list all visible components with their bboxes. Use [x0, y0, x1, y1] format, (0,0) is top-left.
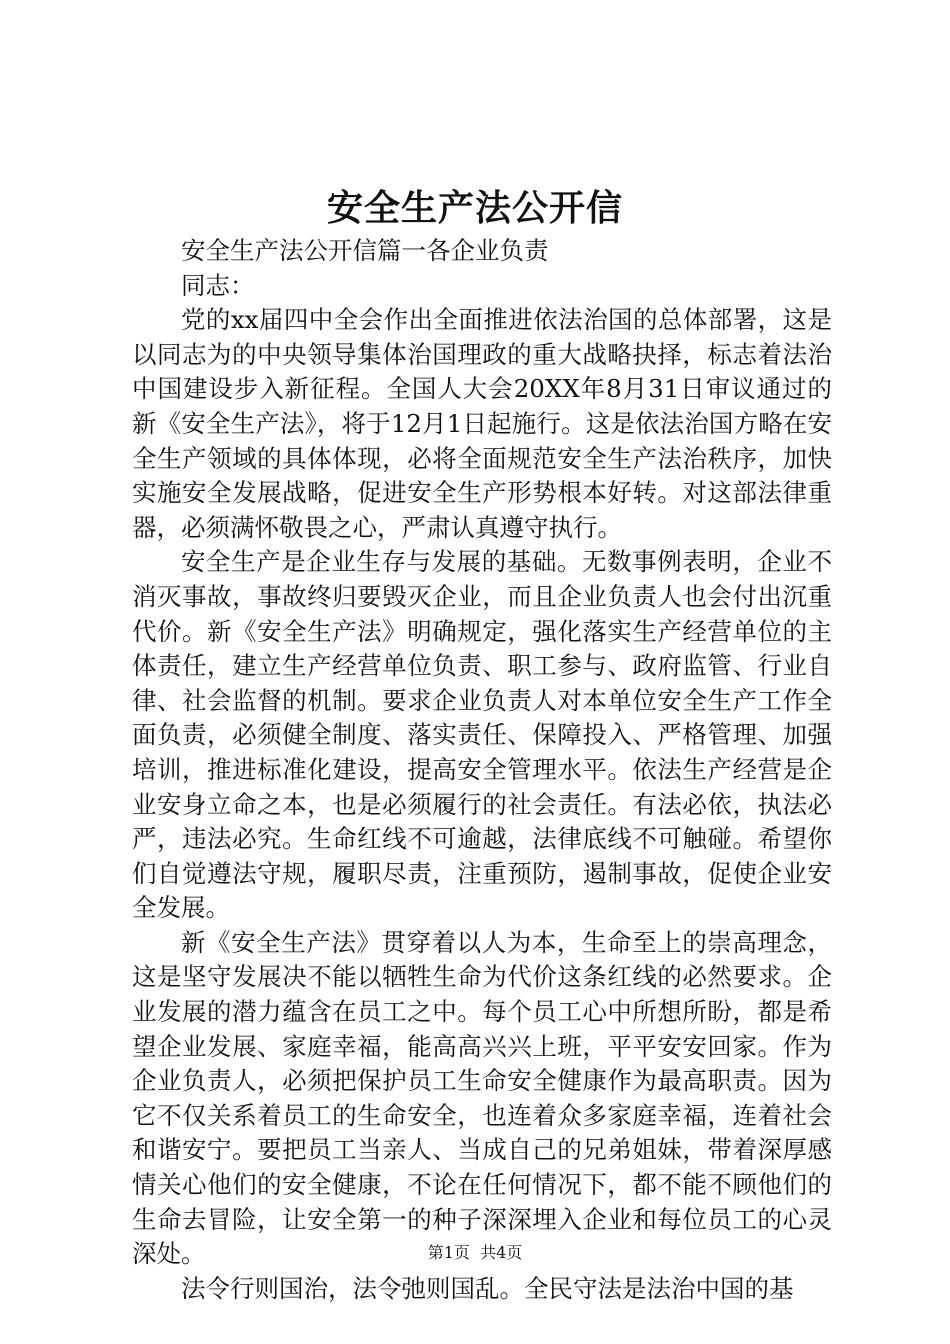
body-paragraph: 法令行则国治，法令弛则国乱。全民守法是法治中国的基	[181, 1273, 794, 1303]
document-body	[132, 234, 832, 1306]
page-number-footer: 第1页 共4页	[427, 1243, 523, 1262]
document-title: 安全生产法公开信	[326, 187, 623, 229]
body-paragraph: 新《安全生产法》贯穿着以人为本，生命至上的崇高理念，这是坚守发展决不能以牺牲生命为代价这条红线的必然要求。企业发展的潜力蕴含在员工之中。每个员工心中所想所盼，都是希望企业发展、家庭幸福，能高高兴兴上班，平平安安回家。作为企业负责人，必须把保护员工生命安全健康作为最高职责。因为它不仅关系着员工的生命安全，也连着众多家庭幸福，连着社会和谐安宁。要把员工当亲人、当成自己的兄弟姐妹，带着深厚感情关心他们的安全健康，不论在任何情况下，都不能不顾他们的生命去冒险，让安全第一的种子深深埋入企业和每位员工的心灵深处。	[132, 927, 832, 1269]
body-paragraph: 安全生产是企业生存与发展的基础。无数事例表明，企业不消灭事故，事故终归要毁灭企业，而且企业负责人也会付出沉重代价。新《安全生产法》明确规定，强化落实生产经营单位的主体责任，建立生产经营单位负责、职工参与、政府监管、行业自律、社会监督的机制。要求企业负责人对本单位安全生产工作全面负责，必须健全制度、落实责任、保障投入、严格管理、加强培训，推进标准化建设，提高安全管理水平。依法生产经营是企业安身立命之本，也是必须履行的社会责任。有法必依，执法必严，违法必究。生命红线不可逾越，法律底线不可触碰。希望你们自觉遵法守规，履职尽责，注重预防，遏制事故，促使企业安全发展。	[132, 547, 832, 923]
body-paragraph-salutation: 同志：	[181, 270, 255, 300]
body-paragraph-heading: 安全生产法公开信篇一各企业负责	[181, 236, 549, 265]
body-paragraph: 党的xx届四中全会作出全面推进依法治国的总体部署，这是以同志为的中央领导集体治国理政的重大战略抉择，标志着法治中国建设步入新征程。全国人大会20XX年8月31日审议通过的新《安全生产法》，将于12月1日起施行。这是依法治国方略在安全生产领域的具体体现，必将全面规范安全生产法治秩序，加快实施安全发展战略，促进安全生产形势根本好转。对这部法律重器，必须满怀敬畏之心，严肃认真遵守执行。	[132, 305, 832, 542]
